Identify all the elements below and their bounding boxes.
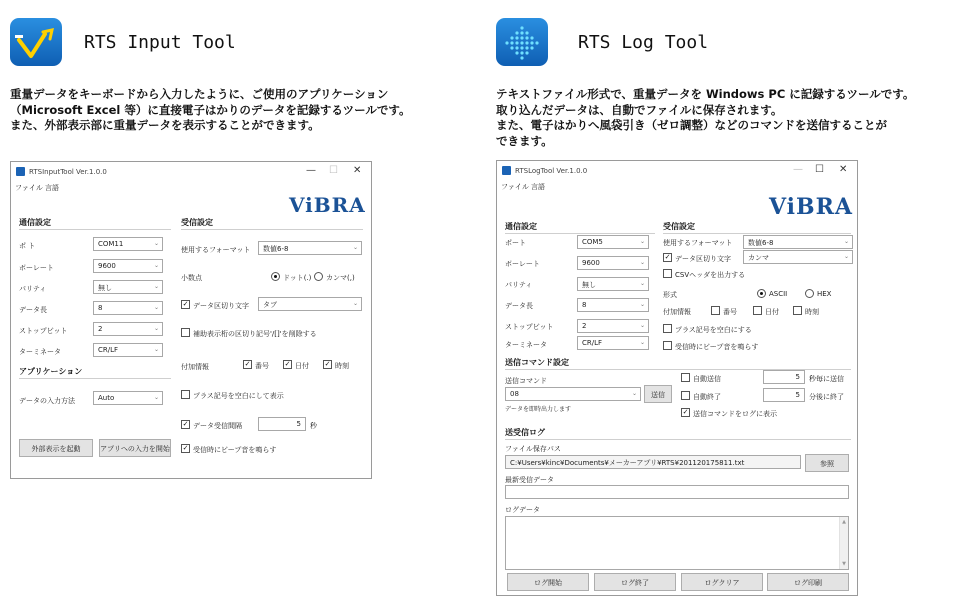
add-number-checkbox[interactable]: [711, 306, 720, 315]
chevron-down-icon: ⌄: [153, 325, 159, 332]
maximize-button[interactable]: ☐: [815, 164, 824, 175]
decimal-comma-radio[interactable]: [314, 272, 323, 281]
add-time-checkbox[interactable]: [793, 306, 802, 315]
delimiter-checkbox[interactable]: ✓: [182, 300, 189, 308]
add-date-checkbox[interactable]: [753, 306, 762, 315]
add-number-checkbox[interactable]: ✓: [244, 360, 251, 368]
divider: [505, 439, 851, 440]
baud-label: ボーレート: [19, 264, 54, 272]
log-end-button[interactable]: ログ終了: [594, 573, 676, 591]
form-hex-radio[interactable]: [805, 289, 814, 298]
vibra-logo: ViBRA: [769, 194, 853, 220]
beep-checkbox[interactable]: ✓: [182, 444, 189, 452]
interval-checkbox[interactable]: ✓: [182, 420, 189, 428]
chevron-down-icon: ⌄: [639, 259, 645, 266]
remove-separator-checkbox[interactable]: [181, 328, 190, 337]
add-date-checkbox[interactable]: ✓: [284, 360, 291, 368]
plus-blank-checkbox[interactable]: [663, 324, 672, 333]
log-tool-window: [496, 160, 858, 596]
launch-external-display-button[interactable]: 外部表示を起動: [19, 439, 93, 457]
port-label: ポート: [505, 239, 526, 247]
parity-label: パリティ: [19, 285, 47, 293]
log-title: 送受信ログ: [505, 428, 545, 437]
send-button[interactable]: 送信: [644, 385, 672, 403]
format-select[interactable]: 数値6-8 ⌄: [258, 241, 362, 255]
title-bar: [497, 161, 857, 181]
log-data-label: ログデータ: [505, 506, 540, 514]
minimize-button[interactable]: —: [306, 165, 316, 176]
show-command-label: 送信コマンドをログに表示: [693, 410, 777, 418]
auto-end-label: 自動終了: [693, 393, 721, 401]
file-path-label: ファイル保存パス: [505, 445, 561, 453]
menu-file[interactable]: ファイル: [15, 184, 43, 192]
add-number-label: 番号: [255, 362, 269, 370]
input-tool-description: 重量データをキーボードから入力したように、ご使用のアプリケーション （Microsoft Excel 等）に直接電子はかりのデータを記録するツールです。 また、外部表示部に重量データを表示することができます。: [10, 87, 411, 132]
comm-settings-title: 通信設定: [19, 218, 51, 227]
show-command-checkbox[interactable]: ✓: [682, 408, 689, 416]
data-length-label: データ長: [19, 306, 47, 314]
form-hex-label: HEX: [817, 290, 832, 298]
auto-send-input[interactable]: 5: [763, 370, 805, 384]
scroll-down-icon: ▼: [842, 561, 846, 567]
beep-label: 受信時にビープ音を鳴らす: [675, 343, 759, 351]
csv-header-checkbox[interactable]: [663, 269, 672, 278]
minimize-button[interactable]: —: [793, 164, 803, 175]
input-method-label: データの入力方法: [19, 397, 75, 405]
format-label: 使用するフォーマット: [181, 246, 251, 254]
command-settings-title: 送信コマンド設定: [505, 358, 569, 367]
port-select[interactable]: COM11 ⌄: [93, 237, 163, 251]
window-title: RTSLogTool Ver.1.0.0: [515, 167, 588, 175]
stop-bit-label: ストップビット: [19, 327, 68, 335]
menu-bar: [497, 181, 857, 193]
chevron-down-icon: ⌄: [153, 262, 159, 269]
input-tool-window: [10, 161, 372, 479]
scrollbar[interactable]: [839, 517, 848, 569]
beep-checkbox[interactable]: [663, 341, 672, 350]
send-command-label: 送信コマンド: [505, 377, 547, 385]
delimiter-label: データ区切り文字: [193, 302, 249, 310]
log-tool-title: RTS Log Tool: [578, 32, 709, 53]
baud-select[interactable]: 9600 ⌄: [577, 256, 649, 270]
add-time-label: 時刻: [805, 308, 819, 316]
auto-end-input[interactable]: 5: [763, 388, 805, 402]
auto-end-checkbox[interactable]: [681, 391, 690, 400]
window-app-icon: [16, 167, 25, 176]
auto-send-label: 自動送信: [693, 375, 721, 383]
chevron-down-icon: ⌄: [639, 322, 645, 329]
chevron-down-icon: ⌄: [153, 346, 159, 353]
add-time-label: 時刻: [335, 362, 349, 370]
send-command-select[interactable]: 08 ⌄: [505, 387, 641, 401]
auto-end-unit: 分後に終了: [809, 393, 844, 401]
log-clear-button[interactable]: ログクリア: [681, 573, 763, 591]
input-method-select[interactable]: Auto ⌄: [93, 391, 163, 405]
log-start-button[interactable]: ログ開始: [507, 573, 589, 591]
stop-bit-label: ストップビット: [505, 323, 554, 331]
input-tool-icon: [10, 18, 62, 66]
add-date-label: 日付: [765, 308, 779, 316]
additional-info-label: 付加情報: [663, 308, 691, 316]
csv-header-label: CSVヘッダを出力する: [675, 271, 746, 279]
parity-select[interactable]: 無し ⌄: [93, 280, 163, 294]
delimiter-checkbox[interactable]: ✓: [664, 253, 671, 261]
chevron-down-icon: ⌄: [639, 301, 645, 308]
format-label: 使用するフォーマット: [663, 239, 733, 247]
input-tool-title: RTS Input Tool: [84, 32, 236, 53]
start-app-input-button[interactable]: アプリへの入力を開始: [99, 439, 171, 457]
maximize-button[interactable]: ☐: [329, 165, 338, 176]
form-label: 形式: [663, 291, 677, 299]
latest-data-field[interactable]: [505, 485, 849, 499]
data-length-label: データ長: [505, 302, 533, 310]
delimiter-select[interactable]: タブ ⌄: [258, 297, 362, 311]
chevron-down-icon: ⌄: [153, 394, 159, 401]
chevron-down-icon: ⌄: [352, 300, 358, 307]
chevron-down-icon: ⌄: [639, 280, 645, 287]
file-path-field[interactable]: C:¥Users¥kinc¥Documents¥メーカーアプリ¥RTS¥201120175811.txt: [505, 455, 801, 469]
log-tool-description: テキストファイル形式で、重量データを Windows PC に記録するツールです。 取り込んだデータは、自動でファイルに保存されます。 また、電子はかりへ風袋引き（ゼロ調整）などのコマンドを送信することが できます。: [496, 87, 915, 148]
auto-send-checkbox[interactable]: [681, 373, 690, 382]
decimal-dot-label: ドット(.): [283, 274, 312, 282]
divider: [19, 378, 171, 379]
chevron-down-icon: ⌄: [639, 339, 645, 346]
interval-input[interactable]: 5: [258, 417, 306, 431]
stop-bit-select[interactable]: 2 ⌄: [93, 322, 163, 336]
scroll-up-icon: ▲: [842, 519, 846, 525]
menu-language[interactable]: 言語: [45, 184, 59, 192]
delimiter-select[interactable]: カンマ ⌄: [743, 250, 853, 264]
form-ascii-label: ASCII: [769, 290, 788, 298]
plus-blank-label: プラス記号を空白にして表示: [193, 392, 284, 400]
divider: [505, 233, 655, 234]
receive-settings-title: 受信設定: [181, 218, 213, 227]
add-date-label: 日付: [295, 362, 309, 370]
log-data-area[interactable]: [505, 516, 849, 570]
additional-info-label: 付加情報: [181, 363, 209, 371]
chevron-down-icon: ⌄: [352, 244, 358, 251]
plus-blank-checkbox[interactable]: [181, 390, 190, 399]
remove-separator-label: 補助表示桁の区切り記号'/[]'を削除する: [193, 330, 317, 338]
comm-settings-title: 通信設定: [505, 222, 537, 231]
auto-send-unit: 秒毎に送信: [809, 375, 844, 383]
menu-file[interactable]: ファイル: [501, 183, 529, 191]
data-length-select[interactable]: 8 ⌄: [93, 301, 163, 315]
log-print-button[interactable]: ログ印刷: [767, 573, 849, 591]
close-button[interactable]: ✕: [839, 164, 848, 175]
log-tool-icon: [496, 18, 548, 66]
divider: [19, 229, 171, 230]
browse-button[interactable]: 参照: [805, 454, 849, 472]
decimal-dot-radio[interactable]: [271, 272, 280, 281]
receive-settings-title: 受信設定: [663, 222, 695, 231]
command-note: データを即時出力します: [505, 406, 572, 413]
add-time-checkbox[interactable]: ✓: [324, 360, 331, 368]
add-number-label: 番号: [723, 308, 737, 316]
window-app-icon: [502, 166, 511, 175]
beep-label: 受信時にビープ音を鳴らす: [193, 446, 277, 454]
chevron-down-icon: ⌄: [843, 253, 849, 260]
divider: [663, 233, 851, 234]
close-button[interactable]: ✕: [353, 165, 362, 176]
title-bar: [11, 162, 371, 182]
divider: [181, 229, 363, 230]
port-label: ポ ト: [19, 242, 36, 250]
decimal-label: 小数点: [181, 274, 202, 282]
chevron-down-icon: ⌄: [631, 390, 637, 397]
chevron-down-icon: ⌄: [153, 240, 159, 247]
vibra-logo: ViBRA: [289, 193, 366, 217]
delimiter-label: データ区切り文字: [675, 255, 731, 263]
terminator-select[interactable]: CR/LF ⌄: [93, 343, 163, 357]
window-title: RTSInputTool Ver.1.0.0: [29, 168, 107, 176]
chevron-down-icon: ⌄: [639, 238, 645, 245]
interval-label: データ受信間隔: [193, 422, 242, 430]
latest-data-label: 最新受信データ: [505, 476, 554, 484]
port-select[interactable]: COM5 ⌄: [577, 235, 649, 249]
application-title: アプリケーション: [19, 367, 83, 376]
data-length-select[interactable]: 8 ⌄: [577, 298, 649, 312]
baud-select[interactable]: 9600 ⌄: [93, 259, 163, 273]
format-select[interactable]: 数値6-8 ⌄: [743, 235, 853, 249]
terminator-label: ターミネータ: [19, 348, 61, 356]
terminator-label: ターミネータ: [505, 341, 547, 349]
stop-bit-select[interactable]: 2 ⌄: [577, 319, 649, 333]
baud-label: ボーレート: [505, 260, 540, 268]
terminator-select[interactable]: CR/LF ⌄: [577, 336, 649, 350]
chevron-down-icon: ⌄: [153, 304, 159, 311]
plus-blank-label: プラス記号を空白にする: [675, 326, 752, 334]
decimal-comma-label: カンマ(,): [326, 274, 355, 282]
interval-unit: 秒: [310, 422, 317, 430]
parity-label: パリティ: [505, 281, 533, 289]
chevron-down-icon: ⌄: [843, 238, 849, 245]
chevron-down-icon: ⌄: [153, 283, 159, 290]
parity-select[interactable]: 無し ⌄: [577, 277, 649, 291]
menu-language[interactable]: 言語: [531, 183, 545, 191]
form-ascii-radio[interactable]: [757, 289, 766, 298]
